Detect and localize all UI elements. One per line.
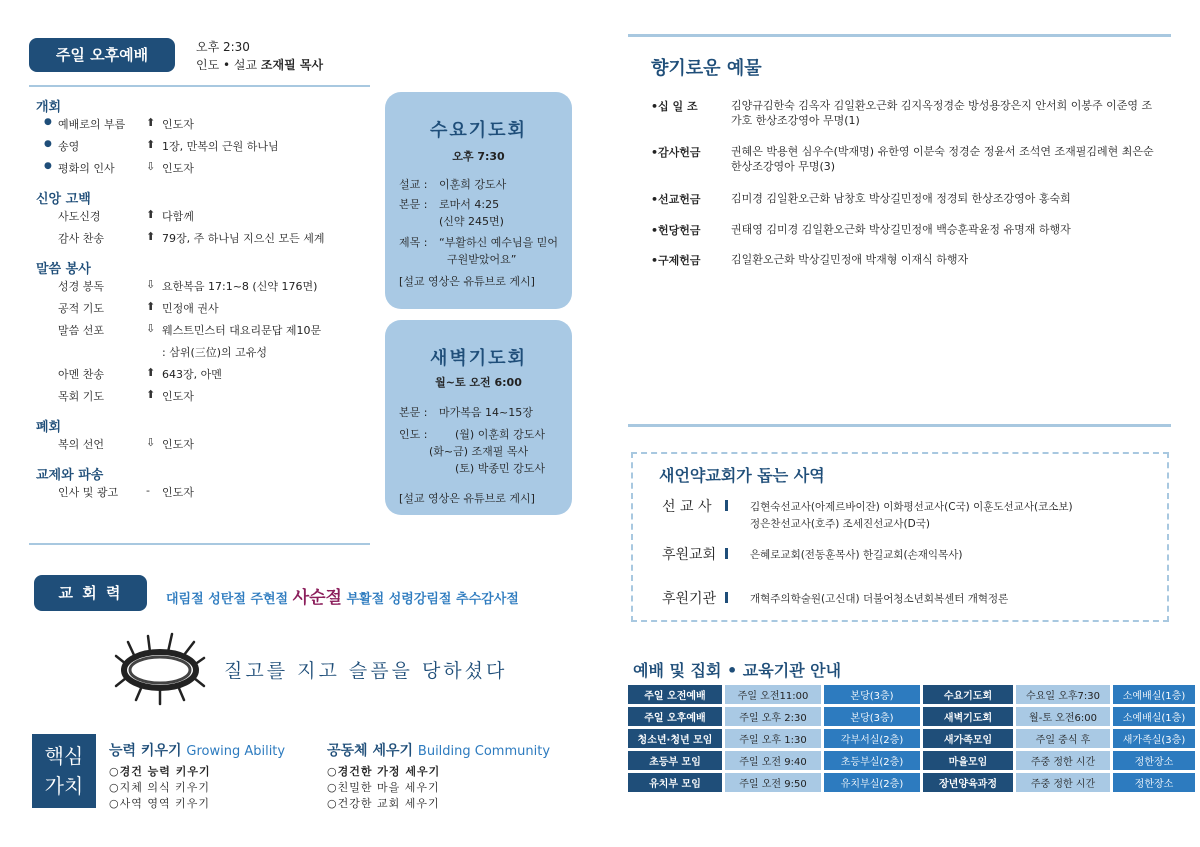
dawn-note: [설교 영상은 유튜브로 게시] xyxy=(399,492,535,505)
order-item xyxy=(42,278,372,294)
divider xyxy=(29,85,370,87)
schedule-title: 예배 및 집회 • 교육기관 안내 xyxy=(633,661,842,680)
order-item-value: 1장, 만복의 근원 하나님 xyxy=(162,140,279,153)
wednesday-time: 오후 7:30 xyxy=(452,150,505,163)
order-item-label: 인사 및 광고 xyxy=(58,486,119,499)
wed-subject-label: 제목 : xyxy=(399,236,428,249)
up-arrow-icon: ⬆ xyxy=(146,138,156,151)
value-growing-ability xyxy=(109,740,319,811)
schedule-cell: 주중 정한 시간 xyxy=(1016,751,1110,770)
offering-type: •선교헌금 xyxy=(651,193,701,206)
dawn-title: 새벽기도회 xyxy=(430,348,527,369)
wed-note: [설교 영상은 유튜브로 게시] xyxy=(399,275,535,288)
order-section-title: 폐회 xyxy=(36,420,62,435)
season-pentecost: 성령강림절 xyxy=(388,592,452,607)
divider xyxy=(628,34,1171,37)
schedule-cell: 주일 오전11:00 xyxy=(725,685,821,704)
afternoon-service-title: 주일 오후예배 xyxy=(29,38,175,72)
offering-names: 김양규김한숙 김옥자 김일환오근화 김지옥정경순 방성용장은지 안서희 이봉주 이준영 조가호 한상조강영아 무명(1) xyxy=(731,99,1153,127)
order-item xyxy=(42,366,372,382)
dawn-text: 마가복음 14~15장 xyxy=(439,406,533,419)
order-item xyxy=(42,436,372,452)
offering-names: 김일환오근화 박상길민정애 박재형 이재식 하행자 xyxy=(731,253,969,266)
mission-names: 정은찬선교사(호주) 조세진선교사(D국) xyxy=(750,518,930,530)
schedule-cell: 초등부실(2층) xyxy=(824,751,920,770)
schedule-cell: 새벽기도회 xyxy=(923,707,1013,726)
church-calendar-title: 교 회 력 xyxy=(34,575,147,611)
order-section-title: 말씀 봉사 xyxy=(36,262,91,277)
missions-list xyxy=(662,496,1162,616)
order-section-title: 신앙 고백 xyxy=(36,192,91,207)
offerings-list xyxy=(651,98,1171,278)
schedule-cell: 장년양육과정 xyxy=(923,773,1013,792)
schedule-cell: 주일 오후 2:30 xyxy=(725,707,821,726)
order-item-label: 공적 기도 xyxy=(58,302,105,315)
order-item-label: 복의 선언 xyxy=(58,438,105,451)
schedule-cell: 소예배실(1층) xyxy=(1113,685,1195,704)
dawn-prayer-box xyxy=(385,320,572,515)
value-title-en: Growing Ability xyxy=(186,744,286,759)
dawn-text-label: 본문 : xyxy=(399,406,428,419)
order-item-value: 웨스트민스터 대요리문답 제10문 xyxy=(162,324,322,337)
order-item-label: 목회 기도 xyxy=(58,390,105,403)
order-item-label: 성경 봉독 xyxy=(58,280,105,293)
down-arrow-icon: ⇩ xyxy=(146,278,156,291)
schedule-cell: 유치부실(2층) xyxy=(824,773,920,792)
order-item-value: 다함께 xyxy=(162,210,194,223)
schedule-row xyxy=(628,685,1195,704)
order-item xyxy=(42,388,372,404)
schedule-row xyxy=(628,729,1195,748)
offering-names: 권태영 김미경 김일환오근화 박상길민정애 백승훈곽윤정 유명재 하행자 xyxy=(731,223,1071,236)
schedule-cell: 본당(3층) xyxy=(824,685,920,704)
wed-subject-line2: 구원받았어요” xyxy=(447,253,517,266)
schedule-cell: 유치부 모임 xyxy=(628,773,722,792)
offering-names: 김미경 김일환오근화 남창호 박상길민정애 정경퇴 한상조강영아 홍숙희 xyxy=(731,192,1071,205)
value-item: ○사역 영역 키우기 xyxy=(109,797,210,810)
dash-icon: - xyxy=(146,484,150,497)
schedule-cell: 주일 중식 후 xyxy=(1016,729,1110,748)
value-item: ○경건한 가정 세우기 xyxy=(327,765,441,778)
calendar-caption: 질고를 지고 슬픔을 당하셨다 xyxy=(224,660,508,682)
down-arrow-icon: ⇩ xyxy=(146,436,156,449)
wed-text-page: (신약 245면) xyxy=(439,215,504,228)
core-values-line1: 핵심 xyxy=(44,744,84,768)
afternoon-time: 오후 2:30 xyxy=(196,40,250,54)
order-item-label: 송영 xyxy=(58,140,80,153)
season-lent-current: 사순절 xyxy=(292,588,342,608)
schedule-cell: 정한장소 xyxy=(1113,751,1195,770)
order-item xyxy=(42,322,372,338)
order-item-label: 평화의 인사 xyxy=(58,162,115,175)
order-item-value: 인도자 xyxy=(162,118,194,131)
value-item: ○지체 의식 키우기 xyxy=(109,781,210,794)
schedule-cell: 주일 오전예배 xyxy=(628,685,722,704)
order-item-value: 인도자 xyxy=(162,438,194,451)
missions-title: 새언약교회가 돕는 사역 xyxy=(659,466,825,485)
value-item: ○친밀한 마을 세우기 xyxy=(327,781,440,794)
preacher-name: 조재필 목사 xyxy=(260,58,324,72)
crown-of-thorns-icon xyxy=(114,628,206,706)
season-thanksgiving: 추수감사절 xyxy=(456,592,519,607)
dawn-leader-mon: (월) 이훈희 강도사 xyxy=(455,428,545,441)
up-arrow-icon: ⬆ xyxy=(146,366,156,379)
season-easter: 부활절 xyxy=(346,592,385,607)
order-item-value: 인도자 xyxy=(162,486,194,499)
divider xyxy=(628,424,1171,427)
schedule-cell: 마을모임 xyxy=(923,751,1013,770)
order-item-value: 인도자 xyxy=(162,390,194,403)
order-item xyxy=(42,344,372,360)
dawn-time: 월~토 오전 6:00 xyxy=(435,376,522,389)
schedule-row xyxy=(628,707,1195,726)
mission-category: 후원교회 xyxy=(662,547,717,563)
schedule-cell: 정한장소 xyxy=(1113,773,1195,792)
order-item xyxy=(42,208,372,224)
up-arrow-icon: ⬆ xyxy=(146,388,156,401)
schedule-cell: 주일 오전 9:40 xyxy=(725,751,821,770)
value-title-en: Building Community xyxy=(417,744,551,759)
order-item-value: 민정애 권사 xyxy=(162,302,219,315)
order-section-title: 교제와 파송 xyxy=(36,468,104,483)
value-building-community xyxy=(327,740,577,811)
offering-type: •감사헌금 xyxy=(651,146,701,159)
schedule-cell: 수요일 오후7:30 xyxy=(1016,685,1110,704)
season-christmas: 성탄절 xyxy=(208,592,246,607)
mission-category: 후원기관 xyxy=(662,591,717,607)
schedule-cell: 주일 오후예배 xyxy=(628,707,722,726)
schedule-cell: 청소년·청년 모임 xyxy=(628,729,722,748)
order-item-value: : 삼위(三位)의 고유성 xyxy=(162,346,268,359)
down-arrow-icon: ⇩ xyxy=(146,160,156,173)
schedule-cell: 주일 오후 1:30 xyxy=(725,729,821,748)
schedule-row xyxy=(628,751,1195,770)
schedule-cell: 수요기도회 xyxy=(923,685,1013,704)
dawn-leader-tue-fri: (화~금) 조재필 목사 xyxy=(429,445,529,458)
schedule-table xyxy=(625,682,1198,795)
schedule-row xyxy=(628,773,1195,792)
order-item-value: 79장, 주 하나님 지으신 모든 세계 xyxy=(162,232,325,245)
schedule-cell: 새가족모임 xyxy=(923,729,1013,748)
schedule-cell: 주중 정한 시간 xyxy=(1016,773,1110,792)
offerings-title: 향기로운 예물 xyxy=(651,58,762,79)
schedule-cell: 본당(3층) xyxy=(824,707,920,726)
up-arrow-icon: ⬆ xyxy=(146,208,156,221)
order-item xyxy=(42,138,372,154)
up-arrow-icon: ⬆ xyxy=(146,230,156,243)
order-item-label: 아멘 찬송 xyxy=(58,368,105,381)
value-item: ○경건 능력 키우기 xyxy=(109,765,211,778)
schedule-cell: 소예배실(1층) xyxy=(1113,707,1195,726)
offering-type: •구제헌금 xyxy=(651,254,701,267)
mission-names: 개혁주의학술원(고신대) 더불어청소년회복센터 개혁정론 xyxy=(750,593,1009,605)
value-title-ko: 공동체 세우기 xyxy=(327,743,414,759)
order-section-title: 개회 xyxy=(36,100,62,115)
order-item-value: 643장, 아멘 xyxy=(162,368,222,381)
offering-type: •헌당헌금 xyxy=(651,224,701,237)
down-arrow-icon: ⇩ xyxy=(146,322,156,335)
order-item-label: 예배로의 부름 xyxy=(58,118,126,131)
mission-marker xyxy=(725,548,728,559)
value-title-ko: 능력 키우기 xyxy=(109,743,182,759)
wed-text: 로마서 4:25 xyxy=(439,198,500,211)
order-item-label: 말씀 선포 xyxy=(58,324,105,337)
bullet-icon: ● xyxy=(44,139,52,149)
schedule-cell: 주일 오전 9:50 xyxy=(725,773,821,792)
wed-subject-line1: “부활하신 예수님을 믿어 xyxy=(439,236,558,249)
church-calendar-seasons xyxy=(166,583,519,608)
dawn-leader-sat: (토) 박종민 강도사 xyxy=(455,462,545,475)
schedule-table-wrap xyxy=(625,682,1198,795)
order-item-label: 감사 찬송 xyxy=(58,232,105,245)
mission-marker xyxy=(725,592,728,603)
afternoon-preacher-line xyxy=(196,56,323,73)
wednesday-prayer-box xyxy=(385,92,572,309)
season-epiphany: 주현절 xyxy=(250,592,289,607)
dawn-leader-label: 인도 : xyxy=(399,428,428,441)
wed-preacher-label: 설교 : xyxy=(399,178,428,191)
mission-names: 은혜로교회(전동훈목사) 한길교회(손재익목사) xyxy=(750,549,963,561)
mission-category: 선 교 사 xyxy=(662,499,712,515)
value-item: ○건강한 교회 세우기 xyxy=(327,797,440,810)
order-item-label: 사도신경 xyxy=(58,210,101,223)
divider xyxy=(29,543,370,545)
wednesday-title: 수요기도회 xyxy=(430,120,527,141)
order-item xyxy=(42,160,372,176)
order-item-value: 인도자 xyxy=(162,162,194,175)
schedule-cell: 새가족실(3층) xyxy=(1113,729,1195,748)
schedule-cell: 각부서실(2층) xyxy=(824,729,920,748)
order-item xyxy=(42,116,372,132)
schedule-cell: 월-토 오전6:00 xyxy=(1016,707,1110,726)
wed-text-label: 본문 : xyxy=(399,198,428,211)
order-item xyxy=(42,484,372,500)
offering-type: •십 일 조 xyxy=(651,100,698,113)
order-of-worship xyxy=(36,96,376,546)
core-values-title xyxy=(32,734,96,808)
season-advent: 대림절 xyxy=(166,592,204,607)
order-item-value: 요한복음 17:1~8 (신약 176면) xyxy=(162,280,318,293)
order-item xyxy=(42,230,372,246)
mission-names: 김현숙선교사(아제르바이잔) 이화평선교사(C국) 이훈도선교사(코소보) xyxy=(750,501,1073,513)
bullet-icon: ● xyxy=(44,161,52,171)
up-arrow-icon: ⬆ xyxy=(146,116,156,129)
bullet-icon: ● xyxy=(44,117,52,127)
wed-preacher: 이훈희 강도사 xyxy=(439,178,507,191)
up-arrow-icon: ⬆ xyxy=(146,300,156,313)
order-item xyxy=(42,300,372,316)
schedule-cell: 초등부 모임 xyxy=(628,751,722,770)
core-values-line2: 가치 xyxy=(44,774,84,798)
preacher-prefix: 인도 • 설교 xyxy=(196,58,258,72)
offering-names: 권혜은 박용현 심우수(박재명) 유한영 이분숙 정경순 정윤서 조석연 조재필김례현 최은순 한상조강영아 무명(3) xyxy=(731,145,1154,173)
mission-marker xyxy=(725,500,728,511)
